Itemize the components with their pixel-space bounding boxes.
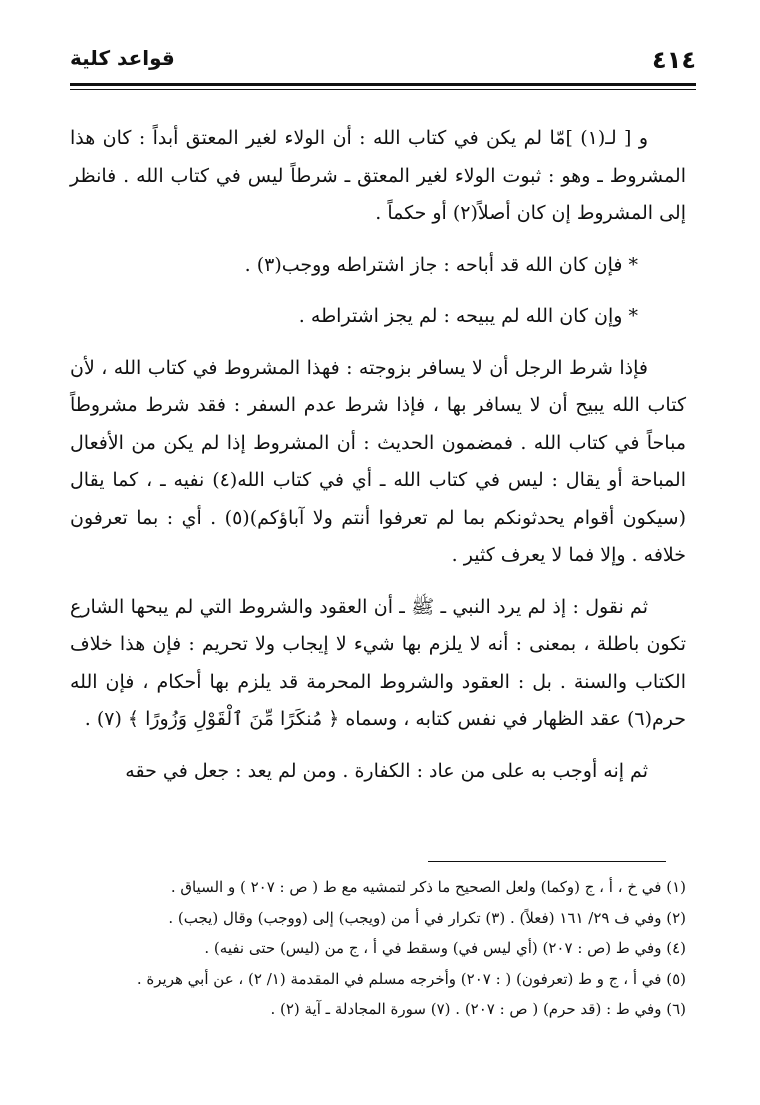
- paragraph-contracts: ثم نقول : إذ لم يرد النبي ـ ﷺ ـ أن العقود والشروط التي لم يبحها الشارع تكون باطلة ، بمعنى : أنه لا يلزم بها شيء لا إيجاب ولا تحريم : فإن هذا خلاف الكتاب والسنة . بل : العقود والشروط المحرمة قد يلزم بها أحكام ، فإن الله حرم(٦) عقد الظهار في نفس كتابه ، وسماه ﴿ مُنكَرًا مِّنَ ٱلْقَوْلِ وَزُورًا ﴾ (٧) .: [70, 595, 686, 730]
- paragraph-kaffara: ثم إنه أوجب به على من عاد : الكفارة . ومن لم يعد : جعل في حقه: [125, 759, 648, 782]
- running-title: قواعد كلية: [70, 46, 175, 70]
- footnote-2-3: (٢) وفي ف ٢٩/ ١٦١ (فعلاً) . (٣) تكرار في أ من (ويجب) إلى (ووجب) وقال (يجب) .: [168, 908, 686, 927]
- bullet-permitted: * فإن كان الله قد أباحه : جاز اشتراطه ووجب(٣) .: [244, 253, 638, 276]
- footnote-6-7: (٦) وفي ط : (قد حرم) ( ص : ٢٠٧) . (٧) سورة المجادلة ـ آية (٢) .: [270, 1000, 686, 1018]
- paragraph-wala-condition: و [ لـ(١) ]مّا لم يكن في كتاب الله : أن الولاء لغير المعتق أبداً : كان هذا المشروط ـ وهو : ثبوت الولاء لغير المعتق ـ شرطاً ليس في كتاب الله . فانظر إلى المشروط إن كان أصلاً(٢) أو حكماً .: [70, 127, 686, 224]
- footnote-5: (٥) في أ ، ج و ط (تعرفون) ( : ٢٠٧) وأخرجه مسلم في المقدمة (١/ ٢) ، عن أبي هريرة .: [136, 969, 686, 988]
- page-header: [70, 44, 696, 86]
- footnote-1: (١) في خ ، أ ، ج (وكما) ولعل الصحيح ما ذكر لتمشيه مع ط ( ص : ٢٠٧ ) و السياق .: [170, 878, 686, 896]
- footnote-separator: [428, 861, 666, 862]
- paragraph-travel-condition: فإذا شرط الرجل أن لا يسافر بزوجته : فهذا المشروط في كتاب الله ، لأن كتاب الله يبيح أن لا يسافر بها ، فإذا شرط عدم السفر : فقد شرط مشروطاً مباحاً في كتاب الله . فمضمون الحديث : أن المشروط إذا لم يكن من الأفعال المباحة أو يقال : ليس في كتاب الله ـ أي في كتاب الله(٤) نفيه ـ ، كما يقال (سيكون أقوام يحدثونكم بما لم تعرفوا أنتم ولا آباؤكم)(٥) . أي : بما تعرفون خلافه . وإلا فما لا يعرف كثير .: [70, 356, 687, 566]
- bullet-not-permitted: * وإن كان الله لم يبيحه : لم يجز اشتراطه .: [298, 305, 638, 327]
- footnotes: [78, 872, 686, 1025]
- footnote-4: (٤) وفي ط (ص : ٢٠٧) (أي ليس في) وسقط في أ ، ج من (ليس) حتى نفيه) .: [204, 939, 686, 957]
- main-text: [70, 120, 686, 790]
- page-number: ٤١٤: [652, 46, 696, 74]
- header-rule-thin: [70, 89, 696, 90]
- header-rule-thick: [70, 83, 696, 86]
